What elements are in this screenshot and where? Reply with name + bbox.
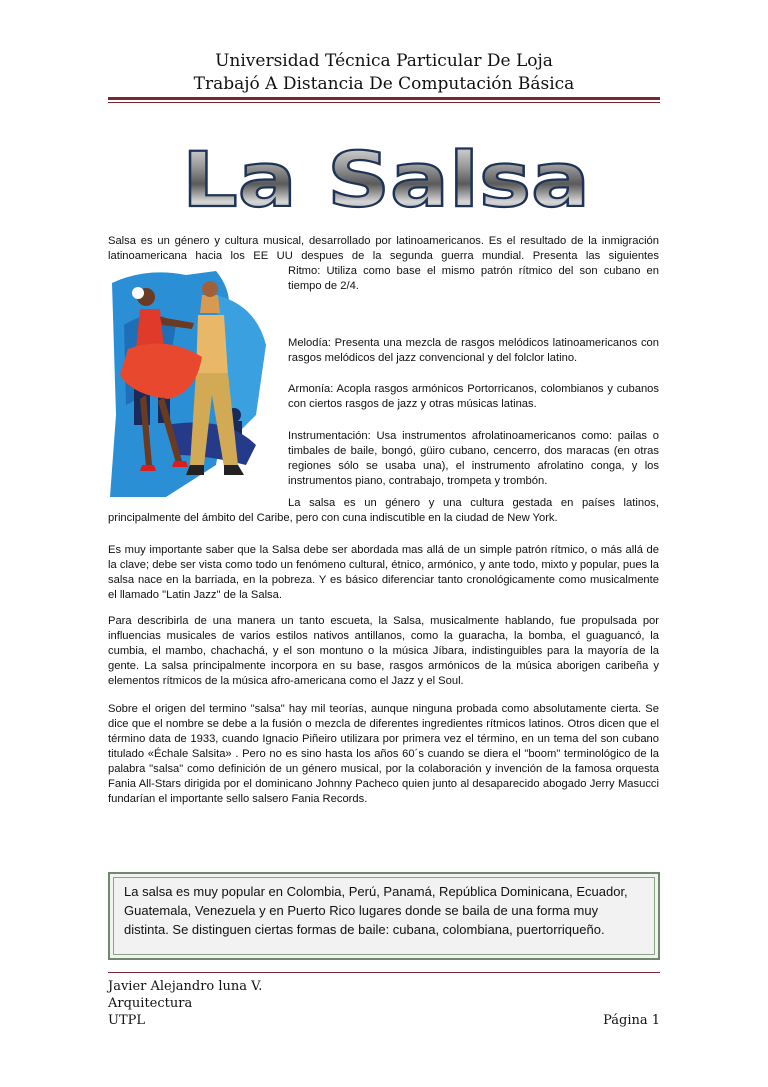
title-wordart [176, 138, 596, 218]
salsa-dancers-illustration [106, 265, 281, 499]
callout-text: La salsa es muy popular en Colombia, Perú, Panamá, República Dominicana, Ecuador, Guatemala, Venezuela y en Puerto Rico lugares donde se baila de una forma muy distinta. Se distinguen ciertas formas de baile: cubana, colombiana, puertorriqueño. [124, 884, 628, 937]
feature-harmony: Armonía: Acopla rasgos armónicos Portorricanos, colombianos y cubanos con ciertos rasgos de jazz y otras músicas latinas. [288, 383, 659, 410]
page-number: Página 1 [603, 1013, 660, 1028]
feature-instrumentation: Instrumentación: Usa instrumentos afrolatinoamericanos como: pailas o timbales de baile, bongó, güiro cubano, cencerro, dos maracas (en otras regiones sólo se usaba una), el instrumento afrolatino conga, y los instrumentos piano, contrabajo, trompeta y trombón. [288, 430, 659, 487]
callout-box [108, 872, 660, 960]
footer-university: UTPL [108, 1013, 146, 1028]
header-university: Universidad Técnica Particular De Loja [215, 51, 553, 71]
header-rule-thick [108, 97, 660, 100]
header-rule-thin [108, 102, 660, 103]
paragraph-importance: Es muy importante saber que la Salsa debe ser abordada mas allá de un simple patrón rítmico, o más allá de la clave; debe ser vista como todo un fenómeno cultural, étnico, armónico, y ante todo, mixto y popular, pues la salsa nace en la barriada, en la pobreza. Y es básico diferenciar tanto cronológicamente como musicalmente el llamado "Latin Jazz" de la Salsa. [108, 544, 659, 601]
footer-rule [108, 972, 660, 973]
title-text: La Salsa [182, 138, 590, 218]
footer-left [108, 978, 262, 1029]
feature-melody: Melodía: Presenta una mezcla de rasgos melódicos latinoamericanos con rasgos melódicos del jazz convencional y del folclor latino. [288, 337, 659, 364]
footer-author: Javier Alejandro luna V. [108, 979, 263, 994]
paragraph-origin: Sobre el origen del termino "salsa" hay mil teorías, aunque ninguna probada como absolutamente cierta. Se dice que el nombre se debe a la fusión o mezcla de diferentes ingredientes rítmicos latinos. Otros dicen que el término data de 1933, cuando Ignacio Piñeiro utilizara por primera vez el término, en un tema del son cubano titulado «Échale Salsita» . Pero no es sino hasta los años 60´s cuando se diera el "boom" terminológico de la palabra "salsa" como definición de un género musical, por la colaboración y invención de la famosa orquesta Fania All-Stars dirigida por el dominicano Johnny Pacheco quien junto al desaparecido abogado Jerry Masucci fundarían el importante sello salsero Fania Records. [108, 703, 659, 805]
header-assignment: Trabajó A Distancia De Computación Básica [193, 74, 575, 94]
paragraph-influences: Para describirla de una manera un tanto escueta, la Salsa, musicalmente hablando, fue propulsada por influencias musicales de varios estilos nativos antillanos, como la guaracha, la bomba, el guaguancó, la cumbia, el mambo, chachachá, y el son montuno o la música Jíbara, indistinguibles para la mayoría de la gente. La salsa principalmente incorpora en su base, rasgos armónicos de la música aborigen caribeña y elementos rítmicos de la música afro-americana como el Jazz y el Soul. [108, 615, 659, 687]
closing-paragraph: La salsa es un género y una cultura gestada en países latinos, principalmente del ámbito del Caribe, pero con cuna indiscutible en la ciudad de New York. [108, 497, 659, 524]
feature-rhythm: Ritmo: Utiliza como base el mismo patrón rítmico del son cubano en tiempo de 2/4. [288, 265, 659, 292]
intro-paragraph: Salsa es un género y cultura musical, desarrollado por latinoamericanos. Es el resultado de la inmigración latinoamericana hacia los EE UU despues de la segunda guerra mundial. Presenta las siguientes [108, 235, 659, 262]
footer-career: Arquitectura [108, 996, 193, 1011]
